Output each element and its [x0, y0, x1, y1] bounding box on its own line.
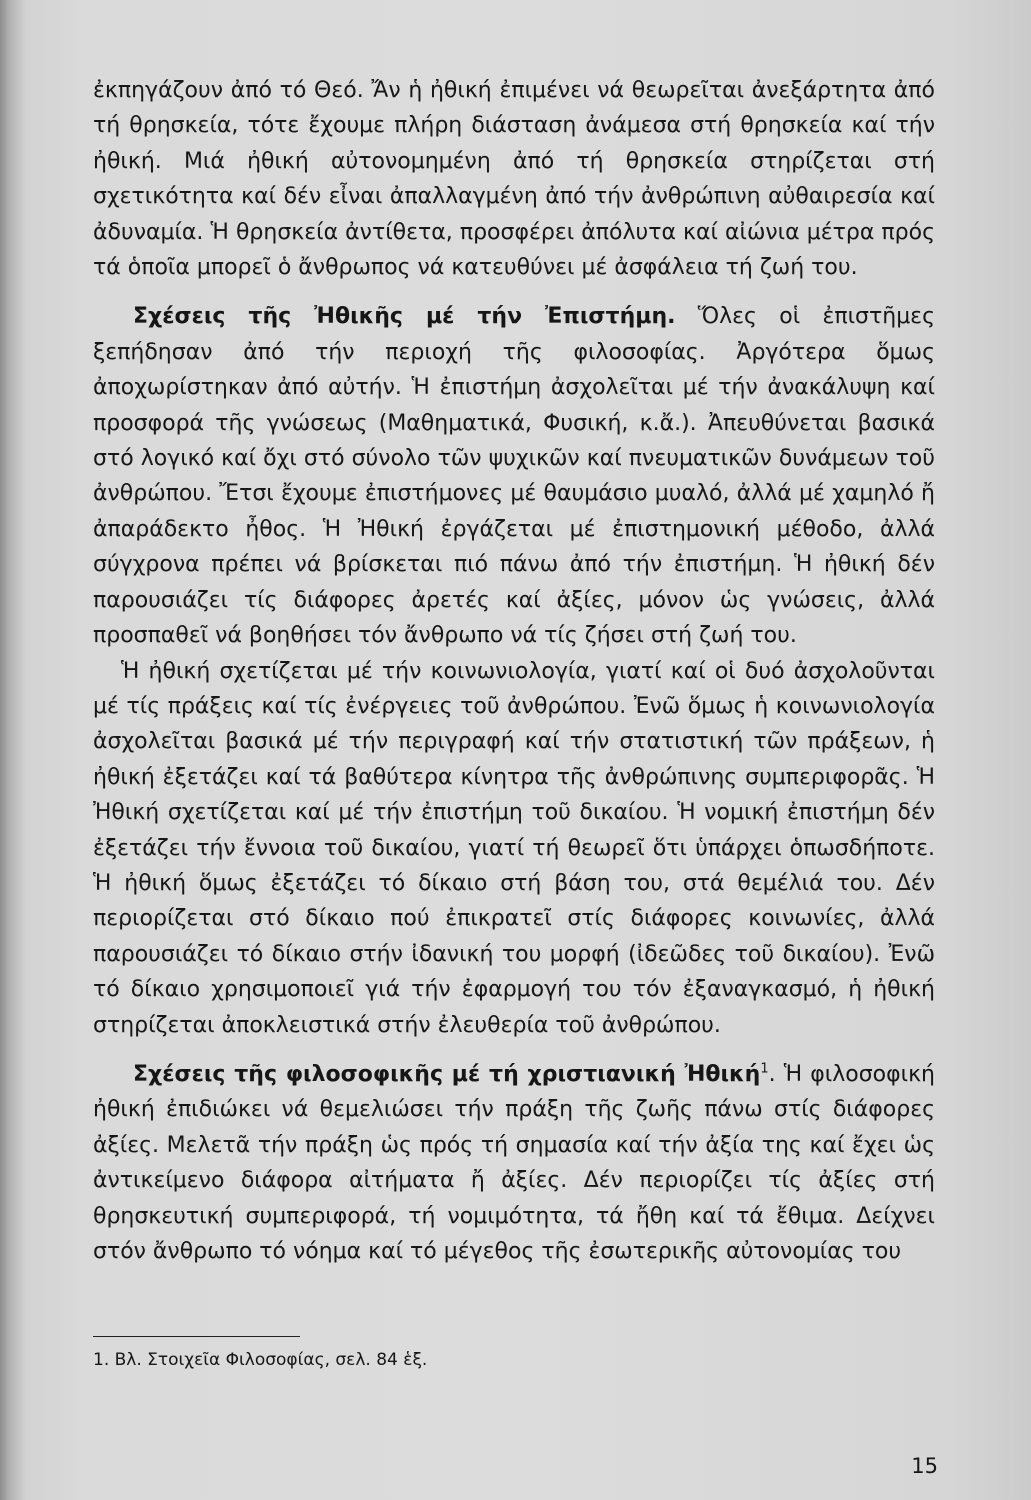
paragraph-ethics-sociology-law: Ἡ ἠθική σχετίζεται μέ τήν κοινωνιολογία, γιατί καί οἱ δυό ἀσχολοῦνται μέ τίς πράξεις καί τίς ἐνέργειες τοῦ ἀνθρώπου. Ἐνῶ ὅμως ἡ κοινωνιολογία ἀσχολεῖται βασικά μέ τήν περιγραφή καί τήν στατιστική τῶν πράξεων, ἡ ἠθική ἐξετάζει καί τά βαθύτερα κίνητρα τῆς ἀνθρώπινης συμπεριφορᾶς. Ἡ Ἠθική σχετίζεται καί μέ τήν ἐπιστήμη τοῦ δικαίου. Ἡ νομική ἐπιστήμη δέν ἐξετάζει τήν ἔννοια τοῦ δικαίου, γιατί τή θεωρεῖ ὅτι ὑπάρχει ὁπωσδήποτε. Ἡ ἠθική ὅμως ἐξετάζει τό δίκαιο στή βάση του, στά θεμέλιά του. Δέν περιορίζεται στό δίκαιο πού ἐπικρατεῖ στίς διάφορες κοινωνίες, ἀλλά παρουσιάζει τό δίκαιο στήν ἰδανική του μορφή (ἰδεῶδες τοῦ δικαίου). Ἐνῶ τό δίκαιο χρησιμοποιεῖ γιά τήν ἐφαρμογή του τόν ἐξαναγκασμό, ἡ ἠθική στηρίζεται ἀποκλειστικά στήν ἐλευθερία τοῦ ἀνθρώπου.	[93, 658, 935, 1038]
paragraph-philosophical-christian-ethics-body: . Ἡ φιλοσοφική ἠθική ἐπιδιώκει νά θεμελιώσει τήν πράξη τῆς ζωῆς πάνω στίς διάφορες ἀξίες. Μελετᾶ τήν πράξη ὡς πρός τή σημασία καί τήν ἀξία της καί ἔχει ὡς ἀντικείμενο διάφορα αἰτήματα ἤ ἀξίες. Δέν περιορίζει τίς ἀξίες στή θρησκευτική συμπεριφορά, τή νομιμότητα, τά ἤθη καί τά ἔθιμα. Δείχνει στόν ἄνθρωπο τό νόημα καί τό μέγεθος τῆς ἐσωτερικῆς αὐτονομίας του	[93, 1061, 935, 1264]
section-heading-ethics-science: Σχέσεις τῆς Ἠθικῆς μέ τήν Ἐπιστήμη.	[133, 304, 676, 330]
section-heading-philosophical-christian-ethics: Σχέσεις τῆς φιλοσοφικῆς μέ τή χριστιανική Ἠθική	[133, 1061, 761, 1087]
footnote-reference[interactable]: 1	[760, 1061, 769, 1077]
footnote: 1. Βλ. Στοιχεῖα Φιλοσοφίας, σελ. 84 ἑξ.	[93, 1350, 428, 1370]
page-number: 15	[911, 1454, 938, 1478]
paragraph-ethics-science	[93, 299, 935, 653]
footnote-divider	[93, 1336, 300, 1337]
body-text	[93, 73, 935, 1269]
paragraph-philosophical-christian-ethics	[93, 1057, 935, 1269]
paragraph-religion-ethics: ἐκπηγάζουν ἀπό τό Θεό. Ἄν ἡ ἠθική ἐπιμένει νά θεωρεῖται ἀνεξάρτητα ἀπό τή θρησκεία, τότε ἔχουμε πλήρη διάσταση ἀνάμεσα στή θρησκεία καί τήν ἠθική. Μιά ἠθική αὐτονομημένη ἀπό τή θρησκεία στηρίζεται στή σχετικότητα καί δέν εἶναι ἀπαλλαγμένη ἀπό τήν ἀνθρώπινη αὐθαιρεσία καί ἀδυναμία. Ἡ θρησκεία ἀντίθετα, προσφέρει ἀπόλυτα καί αἰώνια μέτρα πρός τά ὁποῖα μπορεῖ ὁ ἄνθρωπος νά κατευθύνει μέ ἀσφάλεια τή ζωή του.	[93, 78, 935, 281]
paragraph-ethics-science-body: Ὅλες οἱ ἐπιστῆμες ξεπήδησαν ἀπό τήν περιοχή τῆς φιλοσοφίας. Ἀργότερα ὅμως ἀποχωρίστηκαν ἀπό αὐτήν. Ἡ ἐπιστήμη ἀσχολεῖται μέ τήν ἀνακάλυψη καί προσφορά τῆς γνώσεως (Μαθηματικά, Φυσική, κ.ἄ.). Ἀπευθύνεται βασικά στό λογικό καί ὄχι στό σύνολο τῶν ψυχικῶν καί πνευματικῶν δυνάμεων τοῦ ἀνθρώπου. Ἔτσι ἔχουμε ἐπιστήμονες μέ θαυμάσιο μυαλό, ἀλλά μέ χαμηλό ἤ ἀπαράδεκτο ἦθος. Ἡ Ἠθική ἐργάζεται μέ ἐπιστημονική μέθοδο, ἀλλά σύγχρονα πρέπει νά βρίσκεται πιό πάνω ἀπό τήν ἐπιστήμη. Ἡ ἠθική δέν παρουσιάζει τίς διάφορες ἀρετές καί ἀξίες, μόνον ὡς γνώσεις, ἀλλά προσπαθεῖ νά βοηθήσει τόν ἄνθρωπο νά τίς ζήσει στή ζωή του.	[93, 304, 935, 649]
